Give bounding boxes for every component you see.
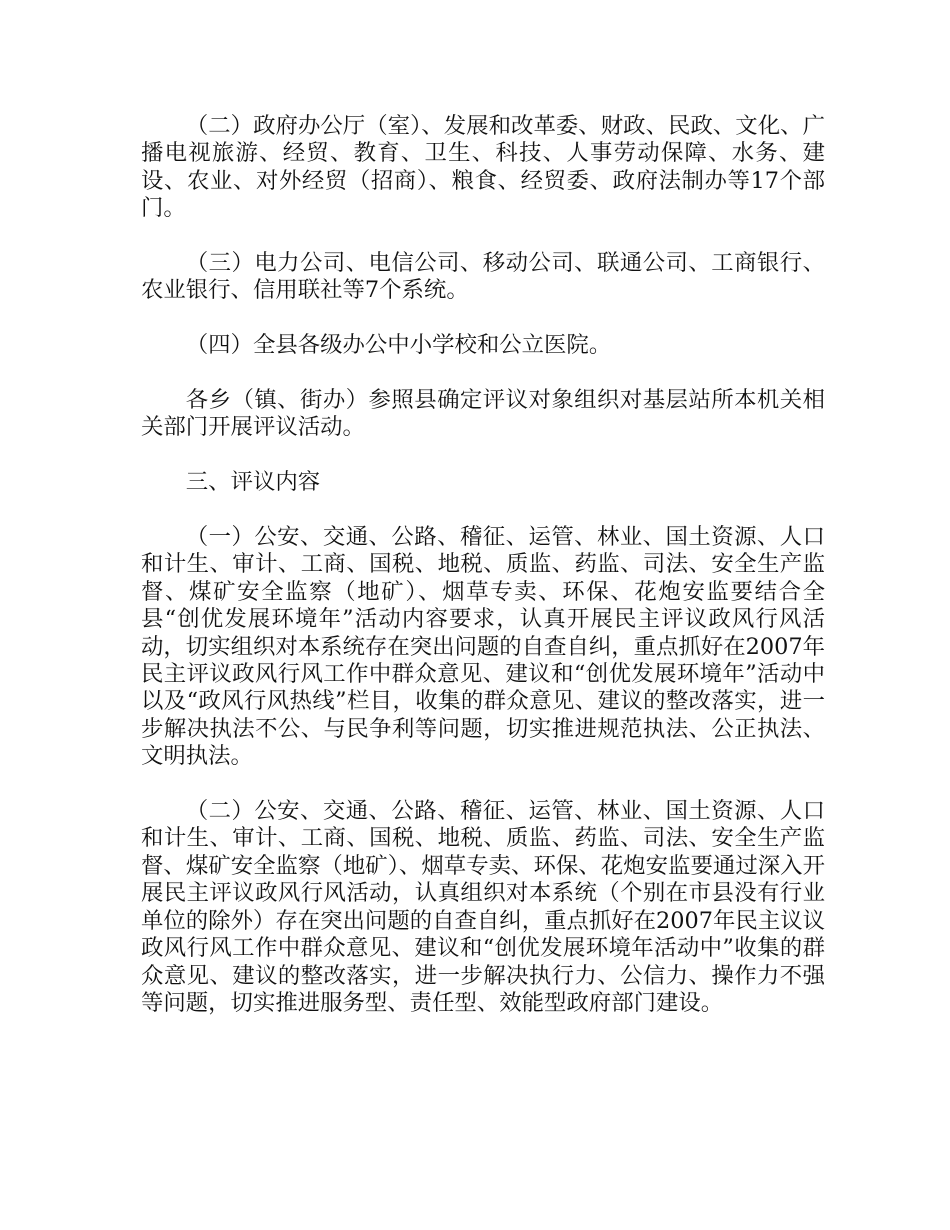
paragraph-schools-hospitals: （四）全县各级办公中小学校和公立医院。 [185,332,612,359]
section-heading-review-content: 三、评议内容 [185,469,321,496]
paragraph-departments: （二）政府办公厅（室）、发展和改革委、财政、民政、文化、广播电视旅游、经贸、教育、卫生、科技、人事劳动保障、水务、建设、农业、对外经贸（招商）、粮食、经贸委、政府法制办等17个部门。 [141,113,825,222]
paragraph-content-item-2: （二）公安、交通、公路、稽征、运管、林业、国土资源、人口和计生、审计、工商、国税、地税、质监、药监、司法、安全生产监督、煤矿安全监察（地矿）、烟草专卖、环保、花炮安监要通过深入开展民主评议政风行风活动，认真组织对本系统（个别在市县没有行业单位的除外）存在突出问题的自查自纠，重点抓好在2007年民主议议政风行风工作中群众意见、建议和“创优发展环境年活动中”收集的群众意见、建议的整改落实，进一步解决执行力、公信力、操作力不强等问题，切实推进服务型、责任型、效能型政府部门建设。 [141,798,825,1016]
document-body [141,113,825,1045]
paragraph-companies: （三）电力公司、电信公司、移动公司、联通公司、工商银行、农业银行、信用联社等7个系统。 [141,250,825,304]
paragraph-townships: 各乡（镇、街办）参照县确定评议对象组织对基层站所本机关相关部门开展评议活动。 [141,387,825,441]
paragraph-content-item-1: （一）公安、交通、公路、稽征、运管、林业、国土资源、人口和计生、审计、工商、国税、地税、质监、药监、司法、安全生产监督、煤矿安全监察（地矿）、烟草专卖、环保、花炮安监要结合全县“创优发展环境年”活动内容要求，认真开展民主评议政风行风活动，切实组织对本系统存在突出问题的自查自纠，重点抓好在2007年民主评议政风行风工作中群众意见、建议和“创优发展环境年”活动中以及“政风行风热线”栏目，收集的群众意见、建议的整改落实，进一步解决执法不公、与民争利等问题，切实推进规范执法、公正执法、文明执法。 [141,524,825,770]
